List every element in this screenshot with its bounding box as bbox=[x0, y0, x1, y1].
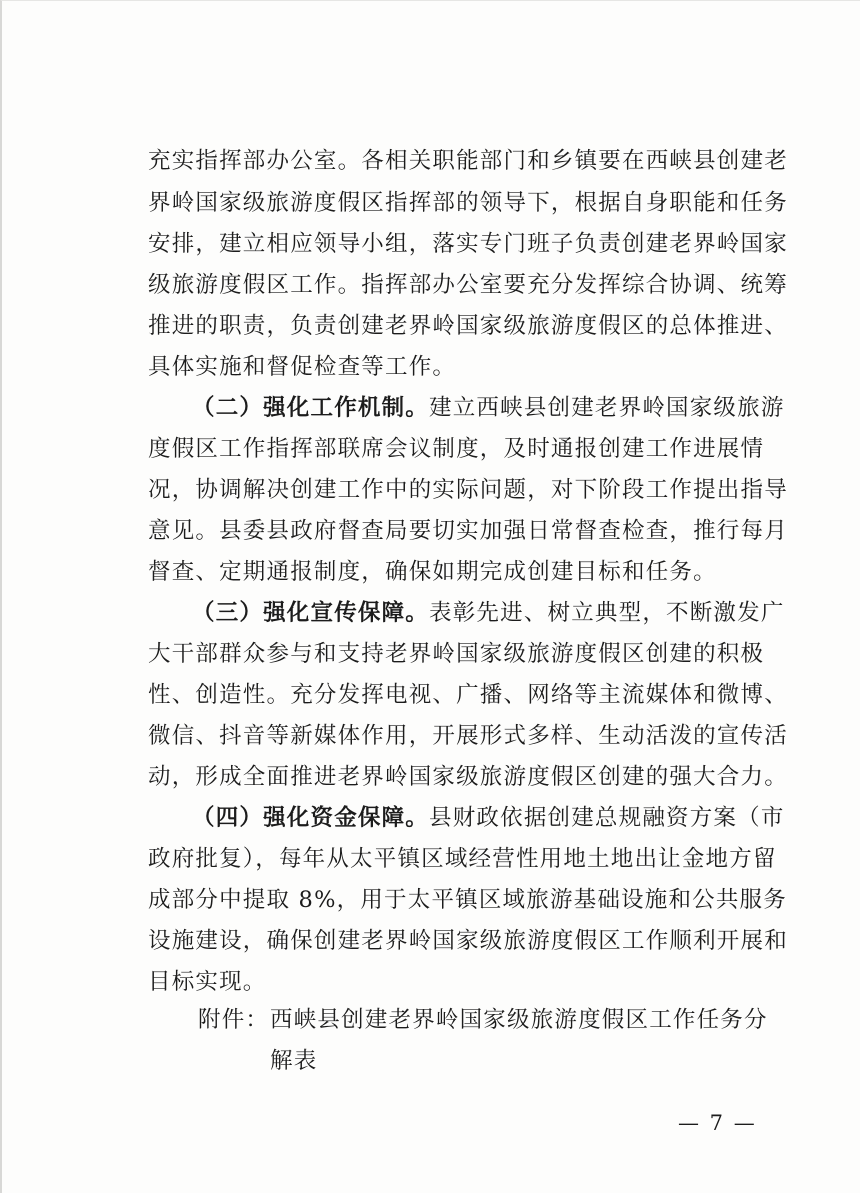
text-line: 目标实现。 bbox=[148, 969, 267, 995]
text-line: 督查、定期通报制度，确保如期完成创建目标和任务。 bbox=[148, 559, 717, 585]
text-line: 级旅游度假区工作。指挥部办公室要充分发挥综合协调、统筹 bbox=[148, 272, 788, 298]
text-line: 况，协调解决创建工作中的实际问题，对下阶段工作提出指导 bbox=[148, 477, 788, 503]
page-number: — 7 — bbox=[678, 1111, 757, 1135]
text-line: 推进的职责，负责创建老界岭国家级旅游度假区的总体推进、 bbox=[148, 313, 788, 339]
text-line: 充实指挥部办公室。各相关职能部门和乡镇要在西峡县创建老 bbox=[148, 148, 788, 174]
section-first-line bbox=[192, 597, 785, 629]
section-text: 建立西峡县创建老界岭国家级旅游 bbox=[429, 395, 785, 421]
text-line: 政府批复），每年从太平镇区域经营性用地土地出让金地方留 bbox=[148, 846, 777, 872]
section-heading: （二）强化工作机制。 bbox=[192, 395, 430, 421]
text-line: 设施建设，确保创建老界岭国家级旅游度假区工作顺利开展和 bbox=[148, 928, 788, 954]
text-line: 安排，建立相应领导小组，落实专门班子负责创建老界岭国家 bbox=[148, 231, 788, 257]
section-first-line bbox=[192, 802, 785, 834]
attachment-label: 附件： bbox=[198, 1007, 270, 1033]
section-heading: （三）强化宣传保障。 bbox=[192, 600, 430, 626]
text-line: 界岭国家级旅游度假区指挥部的领导下，根据自身职能和任务 bbox=[148, 190, 788, 216]
text-line: 成部分中提取 8%，用于太平镇区域旅游基础设施和公共服务 bbox=[148, 887, 787, 913]
section-heading: （四）强化资金保障。 bbox=[192, 805, 430, 831]
text-line: 意见。县委县政府督查局要切实加强日常督查检查，推行每月 bbox=[148, 518, 788, 544]
section-first-line bbox=[192, 392, 785, 424]
text-line: 大干部群众参与和支持老界岭国家级旅游度假区创建的积极 bbox=[148, 641, 765, 667]
text-line: 性、创造性。充分发挥电视、广播、网络等主流媒体和微博、 bbox=[148, 682, 788, 708]
text-line: 具体实施和督促检查等工作。 bbox=[148, 354, 457, 380]
attachment-title-line: 解表 bbox=[270, 1048, 318, 1074]
text-line: 动，形成全面推进老界岭国家级旅游度假区创建的强大合力。 bbox=[148, 764, 788, 790]
section-text: 表彰先进、树立典型，不断激发广 bbox=[429, 600, 785, 626]
section-text: 县财政依据创建总规融资方案（市 bbox=[429, 805, 785, 831]
text-line: 微信、抖音等新媒体作用，开展形式多样、生动活泼的宣传活 bbox=[148, 723, 788, 749]
attachment-title-line: 西峡县创建老界岭国家级旅游度假区工作任务分 bbox=[270, 1007, 768, 1033]
text-line: 度假区工作指挥部联席会议制度，及时通报创建工作进展情 bbox=[148, 436, 765, 462]
